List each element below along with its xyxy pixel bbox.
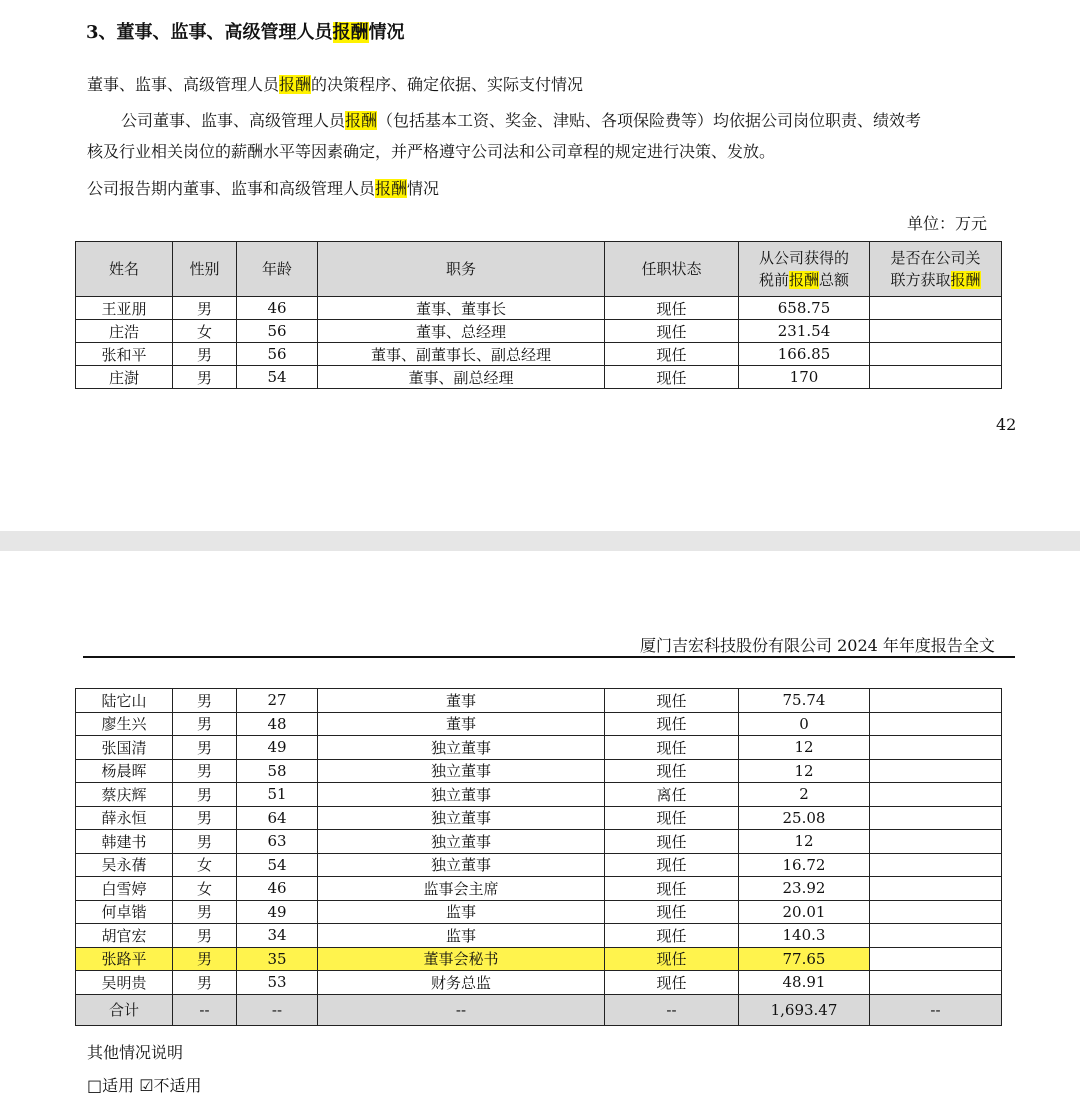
cell-position: 独立董事 [318,783,605,807]
total-cell-gender: -- [173,994,237,1025]
cell-age: 34 [237,924,318,948]
cell-gender: 男 [173,830,237,854]
cell-pay: 12 [739,830,870,854]
compensation-table-page1 [75,241,1002,389]
header-gender: 性别 [173,242,237,297]
cell-status: 现任 [605,712,739,736]
table-row [76,971,1002,995]
cell-status: 现任 [605,830,739,854]
header-status: 任职状态 [605,242,739,297]
cell-age: 53 [237,971,318,995]
cell-position: 独立董事 [318,759,605,783]
applicability-checkboxes: □适用 ☑不适用 [87,1076,202,1095]
page-separator [0,531,1080,551]
cell-position: 董事、副董事长、副总经理 [318,343,605,366]
header-name: 姓名 [76,242,173,297]
cell-gender: 男 [173,806,237,830]
header-pay: 从公司获得的 税前报酬总额 [739,242,870,297]
cell-related [870,853,1002,877]
cell-pay: 231.54 [739,320,870,343]
cell-name: 张和平 [76,343,173,366]
cell-age: 49 [237,736,318,760]
table-row [76,320,1002,343]
cell-name: 张路平 [76,947,173,971]
cell-name: 庄澍 [76,366,173,389]
decision-line: 董事、监事、高级管理人员报酬的决策程序、确定依据、实际支付情况 [87,75,584,94]
cell-status: 现任 [605,900,739,924]
highlight-keyword: 报酬 [345,111,378,130]
cell-position: 独立董事 [318,806,605,830]
total-cell-name: 合计 [76,994,173,1025]
cell-status: 现任 [605,853,739,877]
cell-pay: 77.65 [739,947,870,971]
cell-name: 蔡庆辉 [76,783,173,807]
cell-name: 何卓锴 [76,900,173,924]
cell-position: 财务总监 [318,971,605,995]
cell-status: 现任 [605,806,739,830]
cell-status: 现任 [605,343,739,366]
table-row [76,830,1002,854]
cell-pay: 0 [739,712,870,736]
table-row [76,759,1002,783]
cell-position: 董事、副总经理 [318,366,605,389]
cell-gender: 男 [173,783,237,807]
section-title: 3、董事、监事、高级管理人员报酬情况 [86,22,405,43]
cell-position: 董事 [318,689,605,713]
table-row [76,924,1002,948]
header-position: 职务 [318,242,605,297]
cell-related [870,343,1002,366]
cell-pay: 166.85 [739,343,870,366]
cell-position: 董事、总经理 [318,320,605,343]
cell-pay: 2 [739,783,870,807]
total-cell-pay: 1,693.47 [739,994,870,1025]
table-row [76,297,1002,320]
cell-name: 吴永蒨 [76,853,173,877]
cell-related [870,712,1002,736]
cell-position: 监事会主席 [318,877,605,901]
cell-age: 46 [237,297,318,320]
cell-gender: 男 [173,947,237,971]
cell-name: 吴明贵 [76,971,173,995]
cell-position: 董事 [318,712,605,736]
highlight-keyword: 报酬 [279,75,312,94]
cell-gender: 男 [173,971,237,995]
cell-name: 张国清 [76,736,173,760]
cell-status: 现任 [605,924,739,948]
cell-related [870,877,1002,901]
total-cell-status: -- [605,994,739,1025]
cell-gender: 男 [173,343,237,366]
cell-name: 韩建书 [76,830,173,854]
cell-pay: 75.74 [739,689,870,713]
cell-age: 54 [237,853,318,877]
cell-age: 46 [237,877,318,901]
other-info-label: 其他情况说明 [87,1043,184,1062]
cell-position: 独立董事 [318,830,605,854]
table-row [76,712,1002,736]
cell-age: 51 [237,783,318,807]
cell-pay: 140.3 [739,924,870,948]
cell-age: 58 [237,759,318,783]
cell-position: 监事 [318,900,605,924]
cell-related [870,320,1002,343]
period-line: 公司报告期内董事、监事和高级管理人员报酬情况 [87,179,440,198]
unit-label: 单位：万元 [907,214,988,233]
cell-gender: 男 [173,366,237,389]
cell-pay: 170 [739,366,870,389]
cell-name: 庄浩 [76,320,173,343]
cell-related [870,806,1002,830]
cell-status: 现任 [605,689,739,713]
cell-gender: 男 [173,297,237,320]
cell-name: 白雪婷 [76,877,173,901]
cell-related [870,830,1002,854]
cell-related [870,736,1002,760]
total-cell-related: -- [870,994,1002,1025]
header-rule [83,656,1015,658]
cell-status: 现任 [605,320,739,343]
cell-name: 陆它山 [76,689,173,713]
cell-age: 56 [237,320,318,343]
cell-age: 35 [237,947,318,971]
cell-pay: 20.01 [739,900,870,924]
cell-position: 独立董事 [318,853,605,877]
cell-position: 独立董事 [318,736,605,760]
cell-related [870,900,1002,924]
highlight-keyword: 报酬 [788,271,819,289]
cell-related [870,366,1002,389]
cell-name: 廖生兴 [76,712,173,736]
cell-pay: 12 [739,736,870,760]
cell-status: 现任 [605,759,739,783]
cell-pay: 12 [739,759,870,783]
cell-pay: 48.91 [739,971,870,995]
cell-gender: 男 [173,924,237,948]
cell-age: 63 [237,830,318,854]
cell-age: 27 [237,689,318,713]
cell-gender: 男 [173,689,237,713]
cell-status: 现任 [605,366,739,389]
table-row [76,343,1002,366]
page-number: 42 [996,415,1017,434]
paragraph-line-2: 核及行业相关岗位的薪酬水平等因素确定，并严格遵守公司法和公司章程的规定进行决策、发放。 [87,142,776,161]
cell-age: 64 [237,806,318,830]
total-cell-position: -- [318,994,605,1025]
cell-name: 胡官宏 [76,924,173,948]
table-row [76,736,1002,760]
cell-gender: 女 [173,877,237,901]
highlight-keyword: 报酬 [375,179,408,198]
table-row [76,366,1002,389]
cell-gender: 男 [173,736,237,760]
cell-name: 王亚朋 [76,297,173,320]
total-cell-age: -- [237,994,318,1025]
cell-gender: 男 [173,900,237,924]
cell-related [870,783,1002,807]
cell-status: 现任 [605,877,739,901]
cell-age: 49 [237,900,318,924]
cell-status: 现任 [605,736,739,760]
cell-pay: 25.08 [739,806,870,830]
cell-pay: 658.75 [739,297,870,320]
paragraph-line-1: 公司董事、监事、高级管理人员报酬（包括基本工资、奖金、津贴、各项保险费等）均依据公司岗位职责、绩效考 [121,111,922,130]
cell-name: 薛永恒 [76,806,173,830]
cell-status: 离任 [605,783,739,807]
header-age: 年龄 [237,242,318,297]
cell-status: 现任 [605,297,739,320]
table-row [76,947,1002,971]
cell-related [870,297,1002,320]
header-related-party: 是否在公司关 联方获取报酬 [870,242,1002,297]
cell-position: 董事、董事长 [318,297,605,320]
cell-age: 56 [237,343,318,366]
cell-pay: 23.92 [739,877,870,901]
cell-status: 现任 [605,947,739,971]
highlight-keyword: 报酬 [332,22,369,43]
cell-related [870,924,1002,948]
cell-gender: 女 [173,853,237,877]
cell-related [870,947,1002,971]
cell-age: 54 [237,366,318,389]
cell-status: 现任 [605,971,739,995]
cell-related [870,689,1002,713]
cell-gender: 男 [173,759,237,783]
table-row [76,877,1002,901]
cell-position: 董事会秘书 [318,947,605,971]
cell-pay: 16.72 [739,853,870,877]
cell-age: 48 [237,712,318,736]
table-row [76,806,1002,830]
total-row [76,994,1002,1025]
table-row [76,900,1002,924]
table-row [76,689,1002,713]
cell-gender: 男 [173,712,237,736]
cell-gender: 女 [173,320,237,343]
page-header: 厦门吉宏科技股份有限公司 2024 年年度报告全文 [640,636,995,655]
cell-related [870,971,1002,995]
table-row [76,783,1002,807]
cell-name: 杨晨晖 [76,759,173,783]
cell-related [870,759,1002,783]
table-header-row [76,242,1002,297]
compensation-table-page2 [75,688,1002,1026]
cell-position: 监事 [318,924,605,948]
highlight-keyword: 报酬 [950,271,981,289]
table-row [76,853,1002,877]
